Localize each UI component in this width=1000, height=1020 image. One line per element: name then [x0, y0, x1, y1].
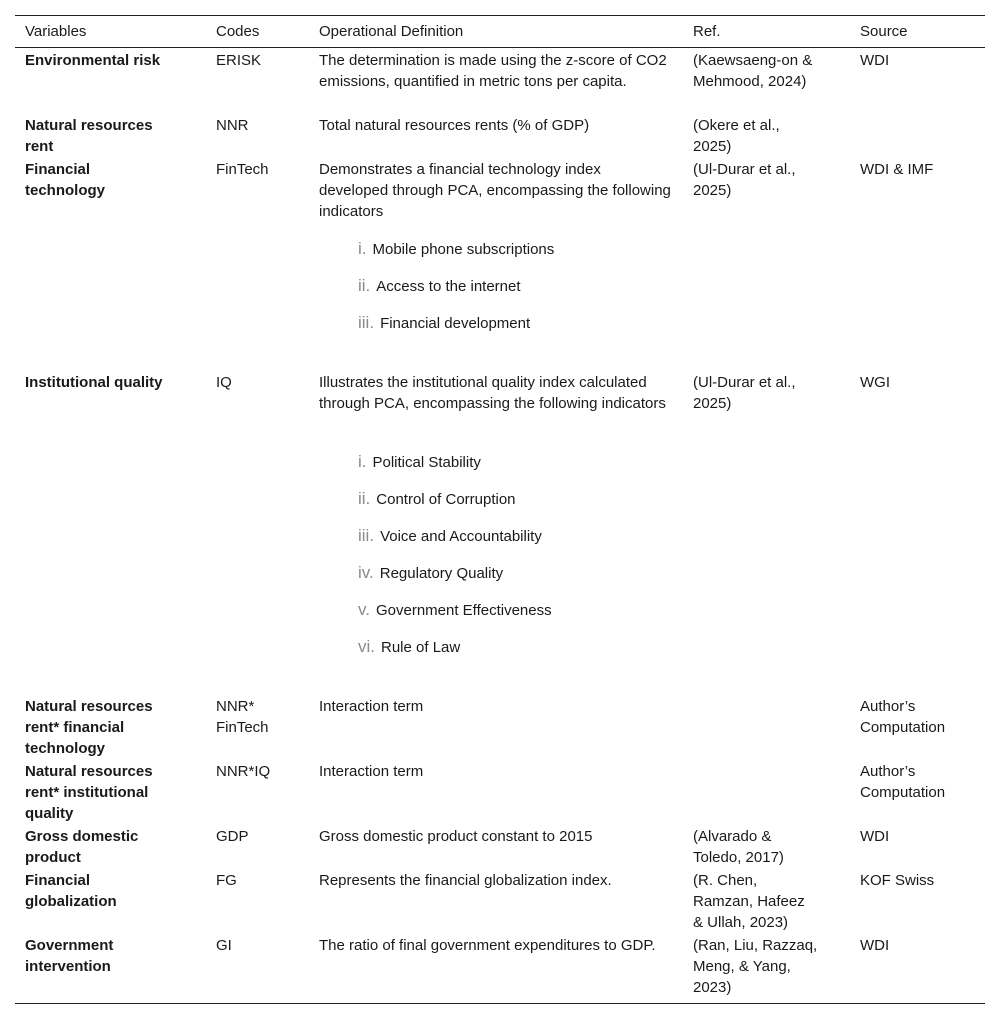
row-ref: (Kaewsaeng-on & Mehmood, 2024) [693, 52, 813, 90]
row-definition: Total natural resources rents (% of GDP) [319, 117, 590, 134]
row-definition: Demonstrates a financial technology index developed through PCA, encompassing the following indicators [319, 161, 671, 220]
row-ref: (Ran, Liu, Razzaq, Meng, & Yang, 2023) [693, 937, 818, 996]
indicator-item [358, 488, 516, 510]
row-ref: (R. Chen, Ramzan, Hafeez & Ullah, 2023) [693, 872, 805, 931]
indicator-numeral: iii. [358, 526, 375, 545]
row-source: KOF Swiss [860, 872, 935, 889]
row-code: NNR*IQ [216, 763, 271, 780]
row-source: WDI & IMF [860, 161, 934, 178]
indicator-label: Government Effectiveness [375, 602, 552, 619]
row-ref: (Ul-Durar et al., 2025) [693, 374, 796, 412]
row-variable: Gross domestic product [25, 828, 139, 866]
row-variable: Environmental risk [25, 52, 161, 69]
row-variable: Institutional quality [25, 374, 163, 391]
indicator-item [358, 312, 530, 334]
row-variable: Financial technology [25, 161, 106, 199]
row-ref: (Ul-Durar et al., 2025) [693, 161, 796, 199]
row-code: NNR [216, 117, 249, 134]
indicator-label: Mobile phone subscriptions [372, 241, 555, 258]
row-code: GDP [216, 828, 249, 845]
header-ref: Ref. [693, 23, 721, 40]
row-source: WDI [860, 937, 890, 954]
indicator-item [358, 525, 542, 547]
row-definition: The ratio of final government expenditures to GDP. [319, 937, 656, 954]
header-definition: Operational Definition [319, 23, 464, 40]
indicator-label: Access to the internet [376, 278, 521, 295]
header-variables: Variables [25, 23, 87, 40]
table-bottom-rule [15, 1003, 985, 1004]
header-rule [15, 47, 985, 48]
row-code: FinTech [216, 161, 269, 178]
indicator-numeral: v. [358, 600, 370, 619]
indicator-label: Financial development [380, 315, 531, 332]
indicator-item [358, 636, 460, 658]
row-variable: Government intervention [25, 937, 114, 975]
indicator-numeral: iii. [358, 313, 375, 332]
row-definition: Illustrates the institutional quality index calculated through PCA, encompassing the following indicators [319, 374, 666, 412]
row-variable: Natural resources rent [25, 117, 153, 155]
row-definition: Gross domestic product constant to 2015 [319, 828, 593, 845]
row-code: NNR* FinTech [216, 698, 269, 736]
row-definition: Represents the financial globalization index. [319, 872, 612, 889]
row-ref: (Alvarado & Toledo, 2017) [693, 828, 784, 866]
row-code: ERISK [216, 52, 262, 69]
header-codes: Codes [216, 23, 260, 40]
indicator-item [358, 599, 552, 621]
indicator-label: Political Stability [372, 454, 481, 471]
row-source: WDI [860, 52, 890, 69]
row-definition: Interaction term [319, 698, 424, 715]
indicator-numeral: i. [358, 452, 367, 471]
row-source: Author’s Computation [860, 763, 946, 801]
row-source: WDI [860, 828, 890, 845]
row-variable: Natural resources rent* financial technology [25, 698, 153, 757]
table-top-rule [15, 15, 985, 16]
indicator-numeral: iv. [358, 563, 374, 582]
indicator-label: Rule of Law [381, 639, 461, 656]
indicator-label: Voice and Accountability [380, 528, 542, 545]
row-code: FG [216, 872, 237, 889]
indicator-label: Regulatory Quality [379, 565, 504, 582]
row-variable: Financial globalization [25, 872, 117, 910]
header-source: Source [860, 23, 908, 40]
row-definition: The determination is made using the z-score of CO2 emissions, quantified in metric tons per capita. [319, 52, 667, 90]
indicator-item [358, 451, 481, 473]
row-code: IQ [216, 374, 232, 391]
indicator-numeral: ii. [358, 489, 371, 508]
indicator-item [358, 275, 521, 297]
row-source: WGI [860, 374, 890, 391]
indicator-item [358, 562, 503, 584]
indicator-numeral: ii. [358, 276, 371, 295]
row-definition: Interaction term [319, 763, 424, 780]
indicator-label: Control of Corruption [376, 491, 516, 508]
row-source: Author’s Computation [860, 698, 946, 736]
row-ref: (Okere et al., 2025) [693, 117, 780, 155]
indicator-numeral: vi. [358, 637, 375, 656]
row-variable: Natural resources rent* institutional quality [25, 763, 153, 822]
indicator-item [358, 238, 554, 260]
indicator-numeral: i. [358, 239, 367, 258]
row-code: GI [216, 937, 232, 954]
